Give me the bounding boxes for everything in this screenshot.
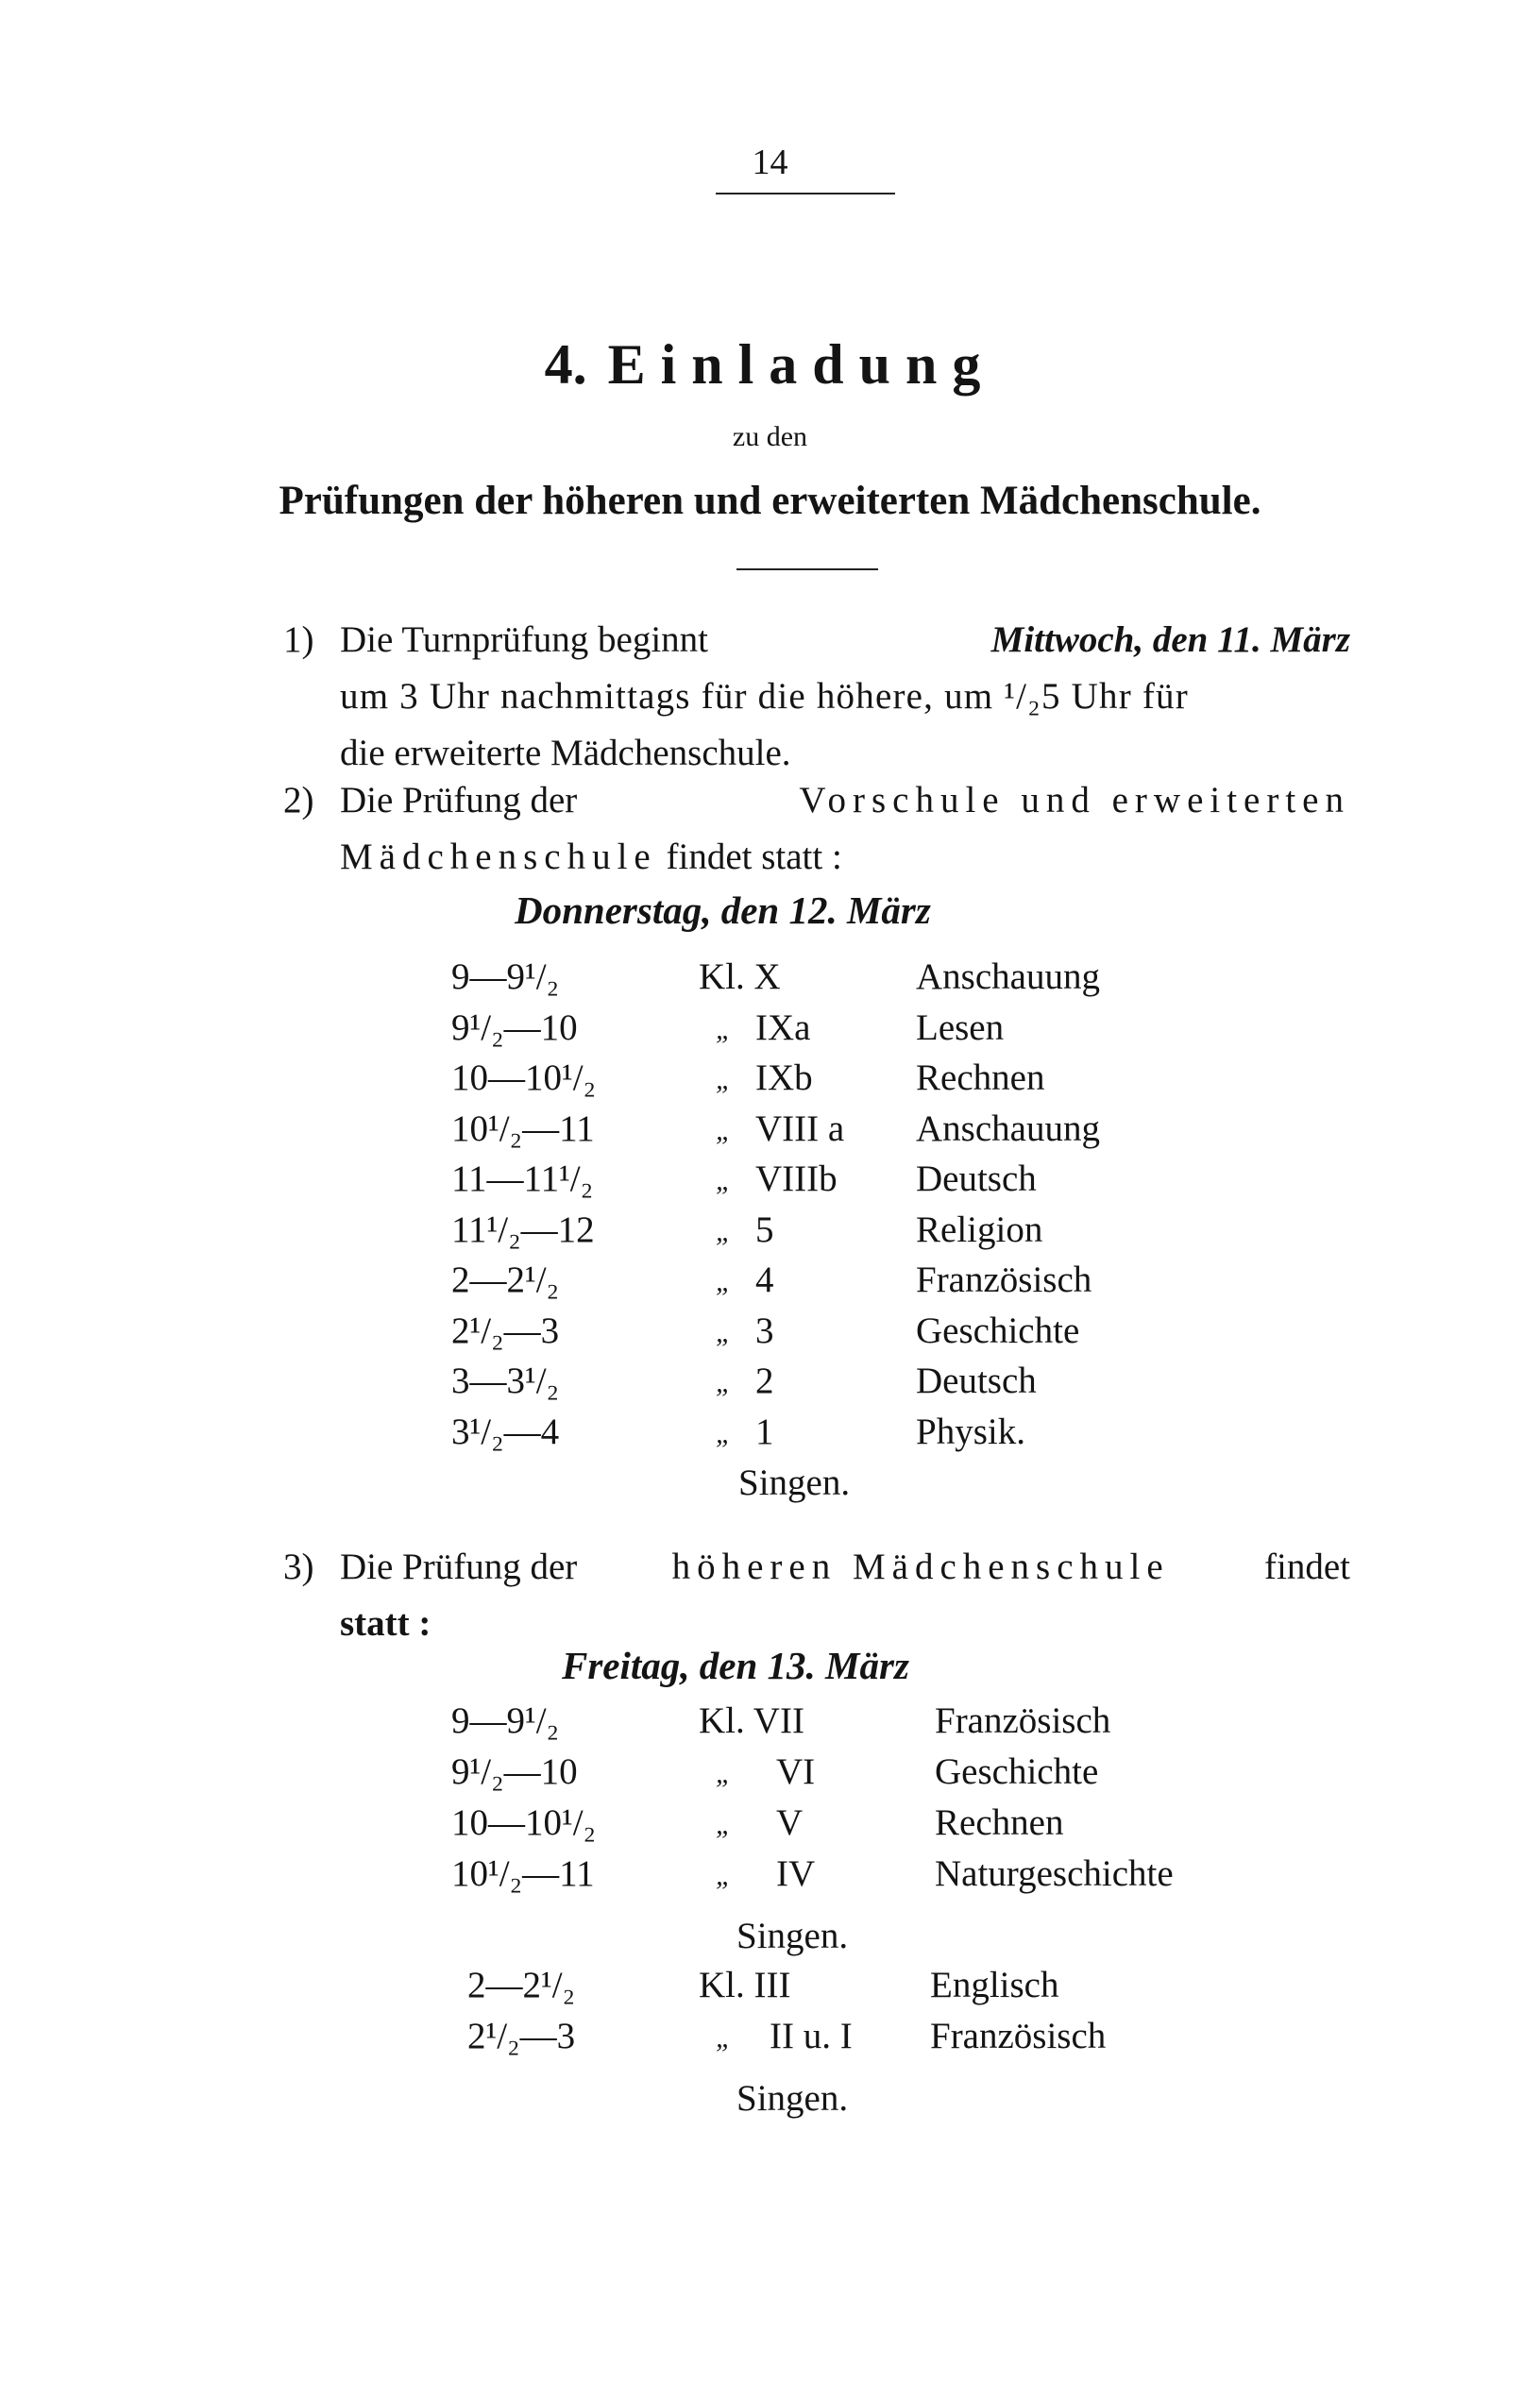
section-heading-word: Einladung bbox=[607, 333, 996, 396]
page-number: 14 bbox=[752, 143, 788, 182]
time-cell: 3—3¹/₂ bbox=[451, 1361, 560, 1401]
ditto-mark: „ bbox=[716, 1114, 732, 1146]
class-cell: 5 bbox=[755, 1209, 774, 1250]
item-2-line-2 bbox=[340, 829, 1350, 886]
class-cell: 1 bbox=[755, 1411, 774, 1452]
item-1-line-2: um 3 Uhr nachmittags für die höhere, um ¹/₂5 Uhr für bbox=[340, 676, 1189, 717]
subject-cell: Rechnen bbox=[916, 1057, 1045, 1098]
ditto-mark: „ bbox=[716, 1367, 732, 1398]
item-1-number: 1) bbox=[283, 619, 314, 660]
ditto-mark: „ bbox=[716, 2022, 732, 2054]
subject-cell: Anschauung bbox=[916, 956, 1100, 997]
subject-cell: Physik. bbox=[916, 1411, 1025, 1452]
class-cell: VIIIb bbox=[755, 1158, 838, 1199]
ditto-mark: „ bbox=[716, 1064, 732, 1095]
subject-cell: Anschauung bbox=[916, 1107, 1100, 1149]
subject-cell: Französisch bbox=[935, 1700, 1111, 1741]
item-2-line-2-spaced: Mädchenschule bbox=[340, 837, 657, 877]
time-cell: 11¹/₂—12 bbox=[451, 1209, 595, 1250]
class-cell: Kl. X bbox=[699, 956, 781, 997]
item-3 bbox=[283, 1539, 1350, 1652]
item-2-line-1-text: Die Prüfung der bbox=[340, 780, 578, 820]
item-3-line-1-text: Die Prüfung der bbox=[340, 1547, 578, 1587]
subject-cell: Deutsch bbox=[916, 1158, 1037, 1199]
item-3-line-1-spaced: höheren Mädchenschule bbox=[671, 1547, 1170, 1587]
time-cell: 9—9¹/₂ bbox=[451, 956, 560, 997]
subject-cell: Rechnen bbox=[935, 1802, 1064, 1843]
subject-cell: Deutsch bbox=[916, 1361, 1037, 1401]
section-heading-number: 4. bbox=[544, 333, 587, 396]
subject-cell: Lesen bbox=[916, 1006, 1005, 1048]
class-cell: 2 bbox=[755, 1361, 774, 1401]
subheading-main: Prüfungen der höheren und erweiterten Mädchenschule. bbox=[279, 479, 1261, 523]
class-cell: Kl. VII bbox=[699, 1700, 804, 1741]
item-1 bbox=[283, 612, 1350, 782]
friday-closing: Singen. bbox=[736, 2078, 849, 2119]
class-cell: VIII a bbox=[755, 1107, 845, 1149]
ditto-mark: „ bbox=[716, 1266, 732, 1297]
subject-cell: Naturgeschichte bbox=[935, 1853, 1174, 1894]
subject-cell: Französisch bbox=[930, 2016, 1107, 2056]
item-2 bbox=[283, 772, 1350, 886]
ditto-mark: „ bbox=[716, 1316, 732, 1348]
item-3-number: 3) bbox=[283, 1547, 314, 1587]
ditto-mark: „ bbox=[716, 1809, 732, 1840]
ditto-mark: „ bbox=[716, 1215, 732, 1247]
item-3-line-1-end: findet bbox=[1264, 1547, 1350, 1587]
class-cell: V bbox=[776, 1802, 804, 1843]
page-number-rule bbox=[716, 193, 895, 194]
time-cell: 9¹/₂—10 bbox=[451, 1751, 578, 1792]
subject-cell: Religion bbox=[916, 1209, 1043, 1250]
time-cell: 11—11¹/₂ bbox=[451, 1158, 594, 1199]
time-cell: 2¹/₂—3 bbox=[467, 2016, 576, 2056]
time-cell: 10¹/₂—11 bbox=[451, 1107, 595, 1149]
ditto-mark: „ bbox=[716, 1165, 732, 1196]
class-cell: 3 bbox=[755, 1310, 774, 1351]
thursday-heading: Donnerstag, den 12. März bbox=[515, 888, 931, 932]
time-cell: 3¹/₂—4 bbox=[451, 1411, 560, 1452]
class-cell: VI bbox=[776, 1751, 816, 1792]
class-cell: 4 bbox=[755, 1260, 774, 1300]
subheading-small: zu den bbox=[732, 421, 808, 452]
thursday-closing: Singen. bbox=[738, 1463, 851, 1503]
section-heading bbox=[0, 332, 1540, 397]
item-3-line-1 bbox=[340, 1539, 1350, 1596]
ditto-mark: „ bbox=[716, 1013, 732, 1045]
item-1-line-1 bbox=[340, 612, 1350, 668]
item-2-line-2-text: findet statt : bbox=[666, 837, 842, 877]
class-cell: Kl. III bbox=[699, 1965, 791, 2005]
time-cell: 10¹/₂—11 bbox=[451, 1853, 595, 1894]
subject-cell: Geschichte bbox=[916, 1310, 1080, 1351]
subject-cell: Französisch bbox=[916, 1260, 1092, 1300]
time-cell: 2—2¹/₂ bbox=[467, 1965, 576, 2005]
item-1-line-3: die erweiterte Mädchenschule. bbox=[340, 733, 791, 773]
class-cell: II u. I bbox=[770, 2016, 853, 2056]
title-rule bbox=[736, 568, 878, 570]
class-cell: IXa bbox=[755, 1006, 811, 1048]
item-2-line-1-spaced: Vorschule und erweiterten bbox=[799, 780, 1350, 820]
item-1-line-1-text: Die Turnprüfung beginnt bbox=[340, 619, 708, 660]
ditto-mark: „ bbox=[716, 1860, 732, 1891]
ditto-mark: „ bbox=[716, 1758, 732, 1789]
item-2-number: 2) bbox=[283, 780, 314, 820]
time-cell: 10—10¹/₂ bbox=[451, 1802, 597, 1843]
time-cell: 2¹/₂—3 bbox=[451, 1310, 560, 1351]
subject-cell: Geschichte bbox=[935, 1751, 1099, 1792]
friday-heading: Freitag, den 13. März bbox=[562, 1644, 909, 1687]
item-2-line-1 bbox=[340, 772, 1350, 829]
time-cell: 10—10¹/₂ bbox=[451, 1057, 597, 1098]
time-cell: 9—9¹/₂ bbox=[451, 1700, 560, 1741]
subject-cell: Englisch bbox=[930, 1965, 1059, 2005]
time-cell: 9¹/₂—10 bbox=[451, 1006, 578, 1048]
ditto-mark: „ bbox=[716, 1417, 732, 1449]
friday-morning-closing: Singen. bbox=[736, 1916, 849, 1956]
class-cell: IV bbox=[776, 1853, 816, 1894]
time-cell: 2—2¹/₂ bbox=[451, 1260, 560, 1300]
class-cell: IXb bbox=[755, 1057, 813, 1098]
item-3-line-2: statt : bbox=[340, 1603, 432, 1644]
item-1-date: Mittwoch, den 11. März bbox=[990, 619, 1350, 660]
